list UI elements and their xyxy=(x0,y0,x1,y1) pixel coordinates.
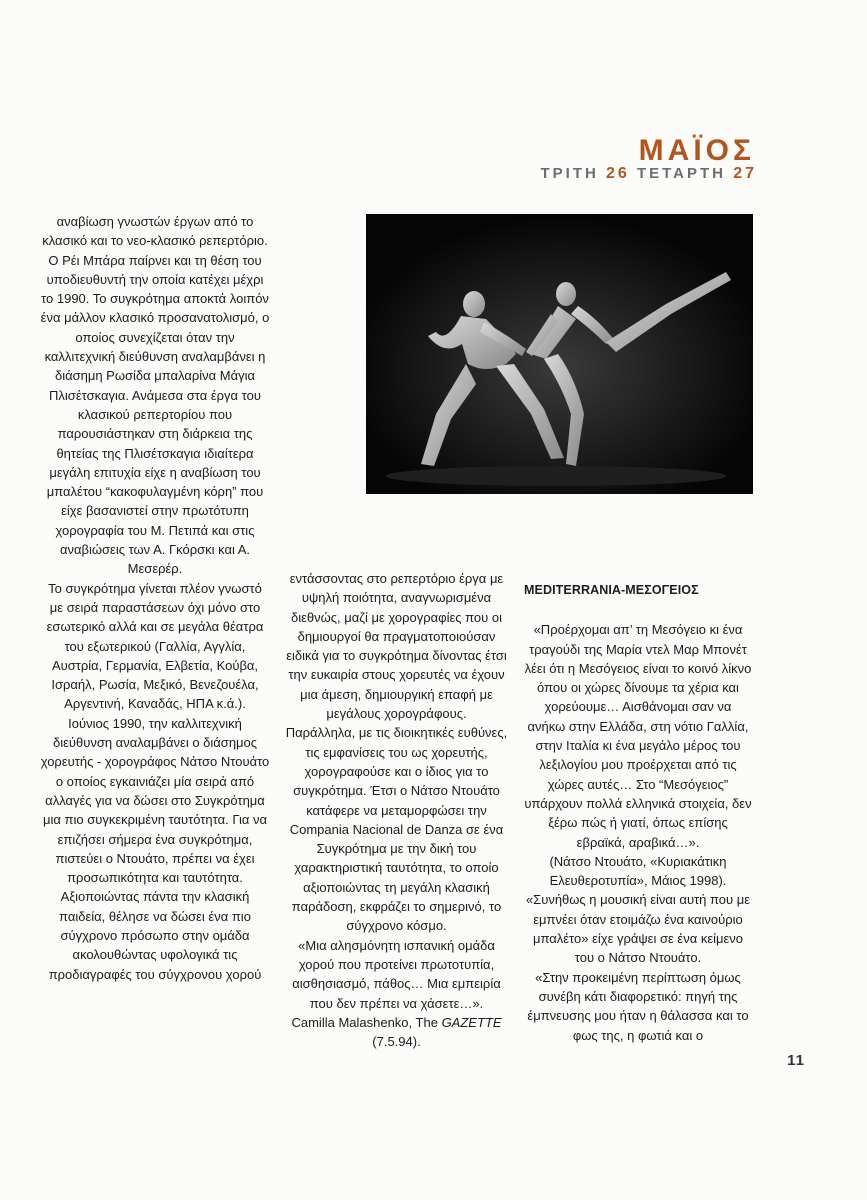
article-column-3 xyxy=(524,581,752,1045)
dance-photo xyxy=(366,214,753,494)
day1-name: ΤΡΙΤΗ xyxy=(540,165,599,182)
column2-citation xyxy=(283,1013,510,1052)
column1-paragraph: Το συγκρότημα γίνεται πλέον γνωστό με σειρά παραστάσεων όχι μόνο στο εσωτερικό αλλά και σε μεγάλα θέατρα του εξωτερικού (Γαλλία, Αγγλία, Αυστρία, Γερμανία, Ελβετία, Κούβα, Ισραήλ, Ρωσία, Μεξικό, Βενεζουέλα, Αργεντινή, Καναδάς, ΗΠΑ κ.ά.). xyxy=(46,580,264,712)
column1-paragraph: Ιούνιος 1990, την καλλιτεχνική διεύθυνση αναλαμβάνει ο διάσημος χορευτής - χορογράφος Νάτσο Ντουάτο ο οποίος εγκαινιάζει μία σειρά από αλλαγές για να δώσει στο Συγκρότημα μια πιο συγκεκριμένη ταυτότητα. Για να επιζήσει σήμερα ένα συγκρότημα, πιστεύει ο Ντουάτο, πρέπει να έχει προσωπικότητα και ταυτότητα. Αξιοποιώντας πάντα την κλασική παιδεία, θέλησε να δώσει ένα πιο σύγχρονο πρόσωπο στην ομάδα ακολουθώντας υφολογικά τις προδιαγραφές του σύγχρονου χορού xyxy=(40,715,270,982)
article-column-1 xyxy=(40,212,270,984)
section-heading: MEDITERRANIA-ΜΕΣΟΓΕΙΟΣ xyxy=(524,583,699,597)
day1-number: 26 xyxy=(606,165,630,182)
column1-paragraph: αναβίωση γνωστών έργων από το κλασικό και το νεο-κλασικό ρεπερτόριο. Ο Ρέι Μπάρα παίρνει και τη θέση του υποδιευθυντή την οποία κατέχει μέχρι το 1990. Το συγκρότημα αποκτά λοιπόν ένα μάλλον κλασικό προσανατολισμό, ο οποίος συνεχίζεται όταν την καλλιτεχνική διεύθυνση αναλαμβάνει η διάσημη Ρωσίδα μπαλαρίνα Μάγια Πλισέτσκαγια. Ανάμεσα στα έργα του κλασικού ρεπερτορίου που παρουσιάστηκαν στη διάρκεια της θητείας της Πλισέτσκαγια ιδιαίτερα μεγάλη επιτυχία είχε η αναβίωση του μπαλέτου “κακοφυλαγμένη κόρη” που είχε βασανιστεί στην πρωτότυπη χορογραφία του Μ. Πετιπά και στις αναβιώσεις των Α. Γκόρσκι και Α. Μεσερέρ. xyxy=(40,214,270,577)
column2-paragraph: Παράλληλα, με τις διοικητικές ευθύνες, τις εμφανίσεις του ως χορευτής, χορογραφούσε και ο ίδιος για το συγκρότημα. Έτσι ο Νάτσο Ντουάτο κατάφερε να μεταμορφώσει την Compania Nacional de Danza σε ένα Συγκρότημα με την δική του χαρακτηριστική ταυτότητα, το οποίο αξιοποιώντας τη μεγάλη κλασική παράδοση, εκφράζει το σημερινό, το σύγχρονο κόσμο. xyxy=(285,725,508,934)
column2-quote: «Μια αλησμόνητη ισπανική ομάδα χορού που προτείνει πρωτοτυπία, αισθησιασμό, πάθος… Μια εμπειρία που δεν πρέπει να χάσετε…». xyxy=(292,937,501,1011)
article-column-2 xyxy=(283,569,510,1051)
page-number: 11 xyxy=(787,1052,805,1069)
column3-paragraph: (Νάτσο Ντουάτο, «Κυριακάτικη Ελευθεροτυπία», Μάιος 1998). xyxy=(549,853,727,889)
day2-name: ΤΕΤΑΡΤΗ xyxy=(636,165,727,182)
day2-number: 27 xyxy=(733,165,757,182)
column3-paragraph: «Συνήθως η μουσική είναι αυτή που με εμπνέει όταν ετοιμάζω ένα καινούριο μπαλέτο» είχε γράψει σε ένα κείμενο του ο Νάτσο Ντουάτο. xyxy=(525,892,751,966)
column2-paragraph: εντάσσοντας στο ρεπερτόριο έργα με υψηλή ποιότητα, αναγνωρισμένα διεθνώς, μαζί με χορογραφίες που οι δημιουργοί θα πραγματοποιούσαν ειδικά για το συγκρότημα δίνοντας έτσι την ευκαιρία στους χορευτές να έχουν μια άμεση, δημιουργική επαφή με μεγάλους χορογράφους. xyxy=(286,571,507,722)
header-days xyxy=(540,166,757,182)
column3-paragraph: «Στην προκειμένη περίπτωση όμως συνέβη κάτι διαφορετικό: πηγή της έμπνευσης μου ήταν η θάλασσα και το φως της, η φωτιά και ο xyxy=(527,969,749,1043)
citation-author: Camilla Malashenko, The xyxy=(291,1014,438,1030)
header-month: ΜΑΪΟΣ xyxy=(638,134,755,167)
citation-source: GAZETTE xyxy=(441,1014,502,1030)
dancers-silhouette-image xyxy=(366,214,753,494)
citation-date: (7.5.94). xyxy=(372,1034,421,1050)
column3-paragraph: «Προέρχομαι απ’ τη Μεσόγειο κι ένα τραγούδι της Μαρία ντελ Μαρ Μπονέτ λέει ότι η Μεσόγειος είναι το κοινό λίκνο όπου οι χώρες δίνουμε τα χέρια και χορεύουμε… Αισθάνομαι σαν να ανήκω στην Ελλάδα, στη νότιο Γαλλία, στην Ιταλία κι ένα μεγάλο μέρος του λεξιλογίου μου προέρχεται από τις χώρες αυτές… Στο “Μεσόγειος” υπάρχουν πολλά ελληνικά στοιχεία, δεν ξέρω πώς ή γιατί, όπως επίσης εβραϊκά, αραβικά…». xyxy=(524,622,752,850)
